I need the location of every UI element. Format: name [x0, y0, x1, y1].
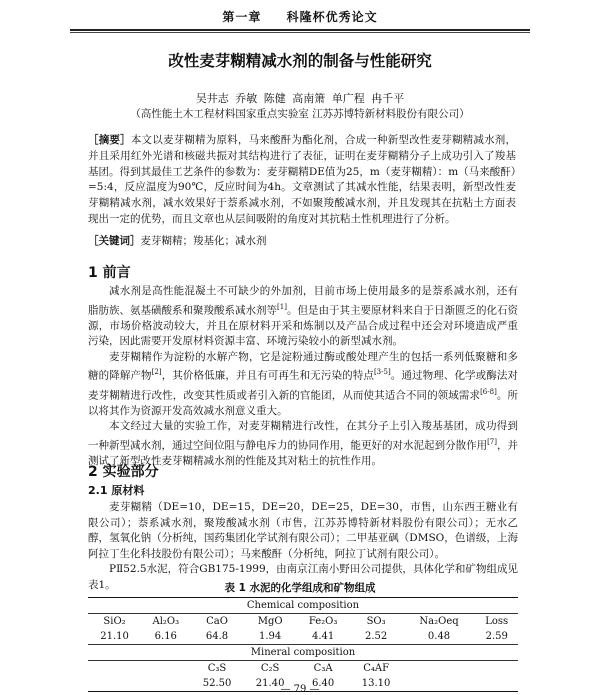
- chemical-title: Chemical composition: [88, 598, 518, 614]
- materials-paragraph-2: PⅡ52.5水泥，符合GB175-1999，由南京江南小野田公司提供，具体化学和矿物组成见表1。: [88, 563, 518, 591]
- section-heading-intro: 1 前言: [88, 265, 131, 281]
- table-header-cell: SO₃: [350, 614, 403, 630]
- table-cell: 4.41: [311, 631, 335, 642]
- header-rule: [70, 29, 530, 31]
- citation: [1]: [277, 302, 287, 311]
- table-header-cell: Na₂Oeq: [403, 614, 476, 630]
- intro-paragraph-2: [88, 350, 518, 419]
- abstract-label: ［摘要］: [88, 134, 131, 146]
- paper-authors: 吴井志 乔敏 陈健 高南箫 单广程 冉千平: [195, 92, 405, 105]
- page-number: — 79 —: [280, 684, 320, 695]
- subsection-heading-materials: 2.1 原材料: [88, 484, 145, 497]
- table-row: [88, 598, 518, 614]
- table-row: [88, 645, 518, 661]
- table-cell: 2.59: [485, 631, 508, 642]
- table-cell: 6.40: [297, 676, 350, 692]
- chapter-label: 第一章: [222, 10, 262, 24]
- table-row: [88, 661, 518, 677]
- text: 本文经过大量的实验工作，对麦芽糊精进行改性，在其分子上引入羧基基团，成功得到一种新型减水剂，通过空间位阻与静电斥力的协同作用，能更好的对水泥起到分散作用: [88, 420, 518, 452]
- table-header-cell: C₄AF: [350, 661, 403, 677]
- paper-affiliation: （高性能土木工程材料国家重点实验室 江苏苏博特新材料股份有限公司）: [130, 108, 470, 120]
- table-header-cell: SiO₂: [88, 614, 141, 630]
- table-header-cell: MgO: [244, 614, 297, 630]
- section-label: 科隆杯优秀论文: [286, 10, 378, 24]
- abstract: [88, 133, 516, 228]
- table-cell: 21.40: [244, 676, 297, 692]
- table-header-cell: C₂S: [244, 661, 297, 677]
- table-cell: 1.94: [258, 631, 282, 642]
- table-cell: 2.52: [364, 631, 388, 642]
- table-row: [88, 629, 518, 645]
- cement-composition-table: [88, 597, 518, 692]
- table-header-cell: Fe₂O₃: [297, 614, 350, 630]
- table-header-cell: CaO: [190, 614, 243, 630]
- mineral-title: Mineral composition: [88, 645, 518, 661]
- intro-paragraph-1: [88, 284, 518, 350]
- table-caption: 表 1 水泥的化学组成和矿物组成: [224, 582, 376, 594]
- citation: [3-5]: [373, 368, 391, 377]
- text: ，并测试了新型改性麦芽糊精减水剂的性能及其对粘土的抗性作用。: [88, 439, 519, 467]
- table-cell: 64.8: [205, 631, 229, 642]
- citation: [2]: [151, 368, 162, 377]
- citation: [6-8]: [480, 387, 497, 396]
- spacer-cell: [88, 661, 141, 677]
- materials-paragraph-1: 麦芽糊精（DE=10，DE=15，DE=20，DE=25，DE=30，市售，山东西王糖业有限公司）；萘系减水剂，聚羧酸减水剂（市售，江苏苏博特新材料股份有限公司）；无水乙醇，氢氧化钠（分析纯，国药集团化学试剂有限公司）；二甲基亚砜（DMSO，色谱级，上海阿拉丁生化科技股份有限公司）；马来酸酐（分析纯，阿拉丁试剂有限公司）。: [88, 501, 518, 560]
- abstract-text: 本文以麦芽糊精为原料，马来酸酐为酯化剂，合成一种新型改性麦芽糊精减水剂，并且采用红外光谱和核磁共振对其结构进行了表征，证明在麦芽糊精分子上成功引入了羧基基团。得到其最佳工艺条件的参数为：麦芽糊精DE值为25，m（麦芽糊精）：m（马来酸酐）=5:4，反应温度为90℃，反应时间为4h。文章测试了其减水性能，结果表明，新型改性麦芽糊精减水剂，减水效果好于萘系减水剂，不如聚羧酸减水剂，并且发现其在抗粘土方面表现出一定的优势，而且文章也从层间吸附的角度对其抗粘土性机理进行了分析。: [88, 134, 517, 225]
- text: 。所以将其作为资源开发高效减水剂意义重大。: [88, 389, 519, 417]
- table-cell: 0.48: [427, 631, 451, 642]
- section-heading-experiment: 2 实验部分: [88, 464, 159, 480]
- table-cell: 6.16: [154, 631, 177, 642]
- header-rule-thin: [70, 32, 530, 33]
- table-cell: 21.10: [100, 631, 129, 642]
- table-cell: 52.50: [190, 676, 243, 692]
- spacer-cell: [475, 661, 518, 677]
- table-row: [88, 614, 518, 630]
- citation: [7]: [487, 437, 497, 446]
- table-cell: 13.10: [350, 676, 403, 692]
- spacer-cell: [141, 661, 190, 677]
- text: 麦芽糊精作为淀粉的水解产物，它是淀粉通过酶或酸处理产生的包括一系列低聚糖和多糖的降解产物: [88, 350, 518, 382]
- running-header: [70, 8, 530, 25]
- spacer-cell: [403, 661, 476, 677]
- keywords: [88, 234, 516, 250]
- intro-body: [88, 284, 518, 470]
- text: 。通过物理、化学或酶法对麦芽糊精进行改性，改变其性质或者引入新的官能团，从而使其适合不同的领域需求: [88, 369, 519, 402]
- keywords-label: ［关键词］: [88, 235, 141, 247]
- table-header-cell: C₃A: [297, 661, 350, 677]
- table-header-cell: Loss: [475, 614, 518, 630]
- paper-title: 改性麦芽糊精减水剂的制备与性能研究: [168, 52, 432, 70]
- text: 。但是由于其主要原材料来自于日渐匮乏的化石资源，市场价格波动较大，并且在原材料开采和炼制以及产品合成过程中还会对环境造成严重污染，因此需要开发原材料资源丰富、环境污染较小的新型减水剂。: [88, 304, 519, 348]
- text: 减水剂是高性能混凝土不可缺少的外加剂，目前市场上使用最多的是萘系减水剂，还有脂肪族、氨基磺酸系和聚羧酸系减水剂等: [88, 285, 518, 317]
- table-header-cell: C₃S: [190, 661, 243, 677]
- text: ，其价格低廉，并且有可再生和无污染的特点: [161, 369, 374, 382]
- table-header-cell: Al₂O₃: [141, 614, 190, 630]
- keywords-text: 麦芽糊精；羧基化；减水剂: [140, 235, 267, 247]
